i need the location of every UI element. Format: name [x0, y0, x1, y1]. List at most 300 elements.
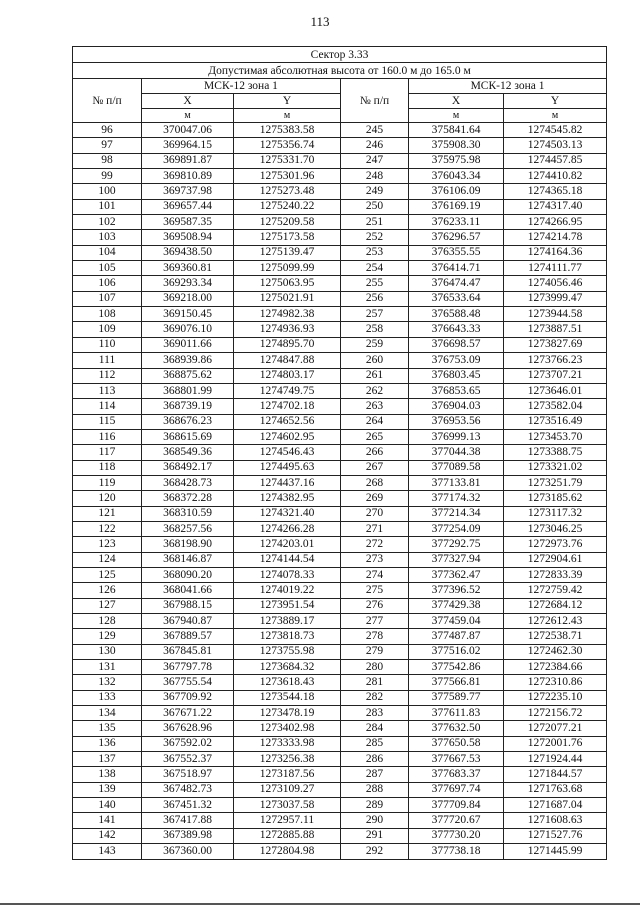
x-right: 375908.30	[409, 138, 504, 153]
table-row	[73, 399, 607, 414]
table-row	[73, 322, 607, 337]
x-left: 368090.20	[142, 567, 234, 582]
x-right: 376043.34	[409, 169, 504, 184]
y-left: 1273618.43	[234, 675, 341, 690]
y-right: 1272684.12	[504, 598, 607, 613]
x-right: 377542.86	[409, 660, 504, 675]
x-left: 368041.66	[142, 583, 234, 598]
y-right: 1273516.49	[504, 414, 607, 429]
unit-y-right: м	[504, 109, 607, 123]
point-num-right: 273	[341, 552, 409, 567]
y-left: 1275173.58	[234, 230, 341, 245]
x-left: 368615.69	[142, 429, 234, 444]
table-row	[73, 199, 607, 214]
table-row	[73, 813, 607, 828]
y-right: 1271687.04	[504, 798, 607, 813]
y-right: 1272759.42	[504, 583, 607, 598]
x-right: 377650.58	[409, 736, 504, 751]
y-right: 1273999.47	[504, 291, 607, 306]
point-num-left: 113	[73, 383, 142, 398]
x-left: 368198.90	[142, 537, 234, 552]
x-right: 377292.75	[409, 537, 504, 552]
x-left: 369657.44	[142, 199, 234, 214]
x-left: 367845.81	[142, 644, 234, 659]
table-row	[73, 291, 607, 306]
point-num-right: 278	[341, 629, 409, 644]
point-num-left: 100	[73, 184, 142, 199]
x-right: 377044.38	[409, 445, 504, 460]
table-row	[73, 721, 607, 736]
y-right: 1274503.13	[504, 138, 607, 153]
x-left: 369891.87	[142, 153, 234, 168]
point-num-left: 120	[73, 491, 142, 506]
x-right: 377362.47	[409, 567, 504, 582]
x-left: 369964.15	[142, 138, 234, 153]
point-num-left: 109	[73, 322, 142, 337]
y-left: 1274144.54	[234, 552, 341, 567]
x-left: 369011.66	[142, 337, 234, 352]
table-row	[73, 353, 607, 368]
x-right: 377632.50	[409, 721, 504, 736]
x-left: 369360.81	[142, 261, 234, 276]
point-num-right: 249	[341, 184, 409, 199]
point-num-right: 287	[341, 767, 409, 782]
y-left: 1275139.47	[234, 245, 341, 260]
y-left: 1274652.56	[234, 414, 341, 429]
point-num-left: 123	[73, 537, 142, 552]
table-row	[73, 521, 607, 536]
x-right: 376698.57	[409, 337, 504, 352]
y-right: 1272833.39	[504, 567, 607, 582]
y-right: 1273944.58	[504, 307, 607, 322]
x-right: 377459.04	[409, 614, 504, 629]
point-num-right: 252	[341, 230, 409, 245]
x-left: 367889.57	[142, 629, 234, 644]
point-num-right: 258	[341, 322, 409, 337]
y-right: 1273887.51	[504, 322, 607, 337]
y-right: 1274410.82	[504, 169, 607, 184]
x-left: 368549.36	[142, 445, 234, 460]
x-right: 376474.47	[409, 276, 504, 291]
x-left: 369810.89	[142, 169, 234, 184]
point-num-left: 142	[73, 828, 142, 843]
unit-x-right: м	[409, 109, 504, 123]
y-left: 1275099.99	[234, 261, 341, 276]
x-right: 377133.81	[409, 475, 504, 490]
point-num-left: 107	[73, 291, 142, 306]
y-left: 1272957.11	[234, 813, 341, 828]
table-row	[73, 475, 607, 490]
table-row	[73, 368, 607, 383]
point-num-left: 124	[73, 552, 142, 567]
point-num-left: 106	[73, 276, 142, 291]
y-left: 1273544.18	[234, 690, 341, 705]
page-number: 113	[310, 14, 330, 29]
point-num-right: 272	[341, 537, 409, 552]
y-right: 1274214.78	[504, 230, 607, 245]
point-num-left: 138	[73, 767, 142, 782]
point-num-left: 97	[73, 138, 142, 153]
x-left: 368257.56	[142, 521, 234, 536]
point-num-right: 275	[341, 583, 409, 598]
table-row	[73, 261, 607, 276]
x-right: 377174.32	[409, 491, 504, 506]
x-right: 377667.53	[409, 752, 504, 767]
point-num-right: 281	[341, 675, 409, 690]
point-num-left: 119	[73, 475, 142, 490]
x-right: 377611.83	[409, 706, 504, 721]
table-row	[73, 675, 607, 690]
table-row	[73, 414, 607, 429]
point-num-right: 266	[341, 445, 409, 460]
x-right: 377683.37	[409, 767, 504, 782]
table-row	[73, 706, 607, 721]
point-num-right: 256	[341, 291, 409, 306]
crs-header-left: МСК-12 зона 1	[142, 79, 341, 94]
table-row	[73, 230, 607, 245]
y-right: 1272973.76	[504, 537, 607, 552]
y-left: 1274437.16	[234, 475, 341, 490]
point-num-left: 117	[73, 445, 142, 460]
point-num-right: 263	[341, 399, 409, 414]
x-right: 376904.03	[409, 399, 504, 414]
y-right: 1273646.01	[504, 383, 607, 398]
point-num-left: 125	[73, 567, 142, 582]
point-num-left: 130	[73, 644, 142, 659]
point-num-left: 131	[73, 660, 142, 675]
y-right: 1272612.43	[504, 614, 607, 629]
y-right: 1271445.99	[504, 844, 607, 859]
y-right: 1274457.85	[504, 153, 607, 168]
point-num-left: 127	[73, 598, 142, 613]
point-num-right: 276	[341, 598, 409, 613]
y-right: 1272462.30	[504, 644, 607, 659]
x-right: 377429.38	[409, 598, 504, 613]
table-row	[73, 153, 607, 168]
point-num-right: 274	[341, 567, 409, 582]
y-right: 1274164.36	[504, 245, 607, 260]
y-right: 1271527.76	[504, 828, 607, 843]
y-right: 1271763.68	[504, 782, 607, 797]
table-row	[73, 782, 607, 797]
table-row	[73, 169, 607, 184]
x-right: 376803.45	[409, 368, 504, 383]
table-row	[73, 828, 607, 843]
y-right: 1273707.21	[504, 368, 607, 383]
x-left: 368939.86	[142, 353, 234, 368]
point-num-right: 253	[341, 245, 409, 260]
coordinates-table-container	[72, 46, 606, 860]
point-num-right: 270	[341, 506, 409, 521]
y-left: 1273037.58	[234, 798, 341, 813]
y-right: 1274365.18	[504, 184, 607, 199]
y-left: 1273402.98	[234, 721, 341, 736]
point-num-left: 115	[73, 414, 142, 429]
y-left: 1274847.88	[234, 353, 341, 368]
y-left: 1273333.98	[234, 736, 341, 751]
point-num-right: 265	[341, 429, 409, 444]
point-num-left: 129	[73, 629, 142, 644]
x-right: 377709.84	[409, 798, 504, 813]
point-num-left: 96	[73, 123, 142, 138]
x-right: 376853.65	[409, 383, 504, 398]
x-left: 370047.06	[142, 123, 234, 138]
x-left: 368801.99	[142, 383, 234, 398]
y-right: 1272538.71	[504, 629, 607, 644]
point-num-right: 284	[341, 721, 409, 736]
unit-x-left: м	[142, 109, 234, 123]
y-left: 1275021.91	[234, 291, 341, 306]
point-num-right: 269	[341, 491, 409, 506]
x-left: 367417.88	[142, 813, 234, 828]
x-left: 369737.98	[142, 184, 234, 199]
x-right: 377327.94	[409, 552, 504, 567]
point-num-left: 140	[73, 798, 142, 813]
height-range-title: Допустимая абсолютная высота от 160.0 м до 165.0 м	[73, 63, 607, 79]
y-left: 1273684.32	[234, 660, 341, 675]
sector-title: Сектор 3.33	[73, 47, 607, 63]
table-row	[73, 614, 607, 629]
table-row	[73, 491, 607, 506]
table-row	[73, 506, 607, 521]
point-num-right: 280	[341, 660, 409, 675]
x-right: 376106.09	[409, 184, 504, 199]
point-num-right: 286	[341, 752, 409, 767]
point-num-left: 101	[73, 199, 142, 214]
table-row	[73, 123, 607, 138]
point-num-left: 102	[73, 215, 142, 230]
x-right: 376296.57	[409, 230, 504, 245]
table-row	[73, 690, 607, 705]
point-num-right: 262	[341, 383, 409, 398]
x-left: 367709.92	[142, 690, 234, 705]
y-left: 1272885.88	[234, 828, 341, 843]
table-row	[73, 660, 607, 675]
y-right: 1273117.32	[504, 506, 607, 521]
point-num-right: 246	[341, 138, 409, 153]
table-row	[73, 644, 607, 659]
x-right: 376414.71	[409, 261, 504, 276]
x-right: 376753.09	[409, 353, 504, 368]
x-right: 377730.20	[409, 828, 504, 843]
y-right: 1273766.23	[504, 353, 607, 368]
point-num-left: 110	[73, 337, 142, 352]
point-num-left: 135	[73, 721, 142, 736]
y-left: 1274702.18	[234, 399, 341, 414]
y-left: 1275063.95	[234, 276, 341, 291]
y-left: 1274936.93	[234, 322, 341, 337]
y-left: 1275383.58	[234, 123, 341, 138]
table-row	[73, 276, 607, 291]
point-num-left: 132	[73, 675, 142, 690]
x-left: 368428.73	[142, 475, 234, 490]
point-num-right: 289	[341, 798, 409, 813]
x-left: 369508.94	[142, 230, 234, 245]
crs-header-right: МСК-12 зона 1	[409, 79, 607, 94]
x-left: 367940.87	[142, 614, 234, 629]
x-left: 368492.17	[142, 460, 234, 475]
table-row	[73, 245, 607, 260]
col-header-num-left: № п/п	[73, 79, 142, 123]
y-left: 1273109.27	[234, 782, 341, 797]
x-left: 367755.54	[142, 675, 234, 690]
y-left: 1274203.01	[234, 537, 341, 552]
coordinates-table	[72, 46, 607, 860]
point-num-left: 139	[73, 782, 142, 797]
x-right: 377566.81	[409, 675, 504, 690]
y-left: 1275273.48	[234, 184, 341, 199]
col-header-num-right: № п/п	[341, 79, 409, 123]
point-num-right: 248	[341, 169, 409, 184]
point-num-right: 250	[341, 199, 409, 214]
x-right: 377589.77	[409, 690, 504, 705]
x-right: 375975.98	[409, 153, 504, 168]
point-num-left: 103	[73, 230, 142, 245]
table-row	[73, 429, 607, 444]
x-left: 367451.32	[142, 798, 234, 813]
point-num-right: 277	[341, 614, 409, 629]
x-left: 368310.59	[142, 506, 234, 521]
point-num-right: 282	[341, 690, 409, 705]
y-right: 1274266.95	[504, 215, 607, 230]
y-right: 1273582.04	[504, 399, 607, 414]
point-num-right: 288	[341, 782, 409, 797]
y-right: 1274317.40	[504, 199, 607, 214]
x-right: 376953.56	[409, 414, 504, 429]
x-right: 376588.48	[409, 307, 504, 322]
y-left: 1273478.19	[234, 706, 341, 721]
table-row	[73, 184, 607, 199]
x-left: 367671.22	[142, 706, 234, 721]
x-left: 367360.00	[142, 844, 234, 859]
point-num-right: 257	[341, 307, 409, 322]
y-right: 1274056.46	[504, 276, 607, 291]
x-left: 368372.28	[142, 491, 234, 506]
point-num-right: 251	[341, 215, 409, 230]
y-right: 1273185.62	[504, 491, 607, 506]
point-num-right: 292	[341, 844, 409, 859]
col-header-y-left: Y	[234, 94, 341, 109]
y-right: 1272156.72	[504, 706, 607, 721]
point-num-left: 128	[73, 614, 142, 629]
y-right: 1273827.69	[504, 337, 607, 352]
y-right: 1273388.75	[504, 445, 607, 460]
x-right: 377516.02	[409, 644, 504, 659]
point-num-right: 261	[341, 368, 409, 383]
x-right: 377697.74	[409, 782, 504, 797]
y-right: 1272384.66	[504, 660, 607, 675]
y-left: 1275240.22	[234, 199, 341, 214]
point-num-right: 254	[341, 261, 409, 276]
point-num-left: 136	[73, 736, 142, 751]
y-left: 1274019.22	[234, 583, 341, 598]
table-body	[73, 123, 607, 860]
table-row	[73, 383, 607, 398]
point-num-left: 141	[73, 813, 142, 828]
x-right: 376999.13	[409, 429, 504, 444]
y-left: 1274495.63	[234, 460, 341, 475]
point-num-left: 105	[73, 261, 142, 276]
x-right: 376233.11	[409, 215, 504, 230]
table-row	[73, 215, 607, 230]
point-num-left: 99	[73, 169, 142, 184]
table-row	[73, 552, 607, 567]
point-num-left: 126	[73, 583, 142, 598]
x-right: 377738.18	[409, 844, 504, 859]
point-num-left: 133	[73, 690, 142, 705]
point-num-left: 137	[73, 752, 142, 767]
y-left: 1274602.95	[234, 429, 341, 444]
unit-y-left: м	[234, 109, 341, 123]
x-left: 367482.73	[142, 782, 234, 797]
point-num-left: 118	[73, 460, 142, 475]
point-num-left: 111	[73, 353, 142, 368]
y-left: 1274546.43	[234, 445, 341, 460]
y-left: 1274078.33	[234, 567, 341, 582]
y-left: 1273818.73	[234, 629, 341, 644]
table-row	[73, 445, 607, 460]
y-left: 1273187.56	[234, 767, 341, 782]
table-row	[73, 798, 607, 813]
point-num-right: 291	[341, 828, 409, 843]
y-left: 1275209.58	[234, 215, 341, 230]
table-row	[73, 752, 607, 767]
x-left: 368676.23	[142, 414, 234, 429]
y-left: 1273755.98	[234, 644, 341, 659]
y-left: 1273951.54	[234, 598, 341, 613]
x-left: 369150.45	[142, 307, 234, 322]
point-num-left: 121	[73, 506, 142, 521]
y-right: 1273251.79	[504, 475, 607, 490]
y-right: 1273453.70	[504, 429, 607, 444]
x-right: 377396.52	[409, 583, 504, 598]
x-left: 367592.02	[142, 736, 234, 751]
y-left: 1274382.95	[234, 491, 341, 506]
point-num-right: 268	[341, 475, 409, 490]
point-num-left: 114	[73, 399, 142, 414]
point-num-left: 98	[73, 153, 142, 168]
x-left: 367389.98	[142, 828, 234, 843]
point-num-left: 122	[73, 521, 142, 536]
x-left: 367518.97	[142, 767, 234, 782]
x-left: 367628.96	[142, 721, 234, 736]
x-left: 368875.62	[142, 368, 234, 383]
point-num-right: 271	[341, 521, 409, 536]
point-num-right: 267	[341, 460, 409, 475]
point-num-right: 260	[341, 353, 409, 368]
point-num-right: 255	[341, 276, 409, 291]
x-right: 377254.09	[409, 521, 504, 536]
x-right: 377487.87	[409, 629, 504, 644]
point-num-right: 247	[341, 153, 409, 168]
point-num-left: 108	[73, 307, 142, 322]
col-header-x-right: X	[409, 94, 504, 109]
y-right: 1272001.76	[504, 736, 607, 751]
x-left: 368739.19	[142, 399, 234, 414]
x-right: 376533.64	[409, 291, 504, 306]
y-left: 1274803.17	[234, 368, 341, 383]
table-row	[73, 767, 607, 782]
y-right: 1273046.25	[504, 521, 607, 536]
x-right: 375841.64	[409, 123, 504, 138]
table-row	[73, 337, 607, 352]
point-num-left: 134	[73, 706, 142, 721]
x-right: 377720.67	[409, 813, 504, 828]
y-left: 1273256.38	[234, 752, 341, 767]
point-num-left: 104	[73, 245, 142, 260]
y-right: 1271608.63	[504, 813, 607, 828]
table-row	[73, 736, 607, 751]
